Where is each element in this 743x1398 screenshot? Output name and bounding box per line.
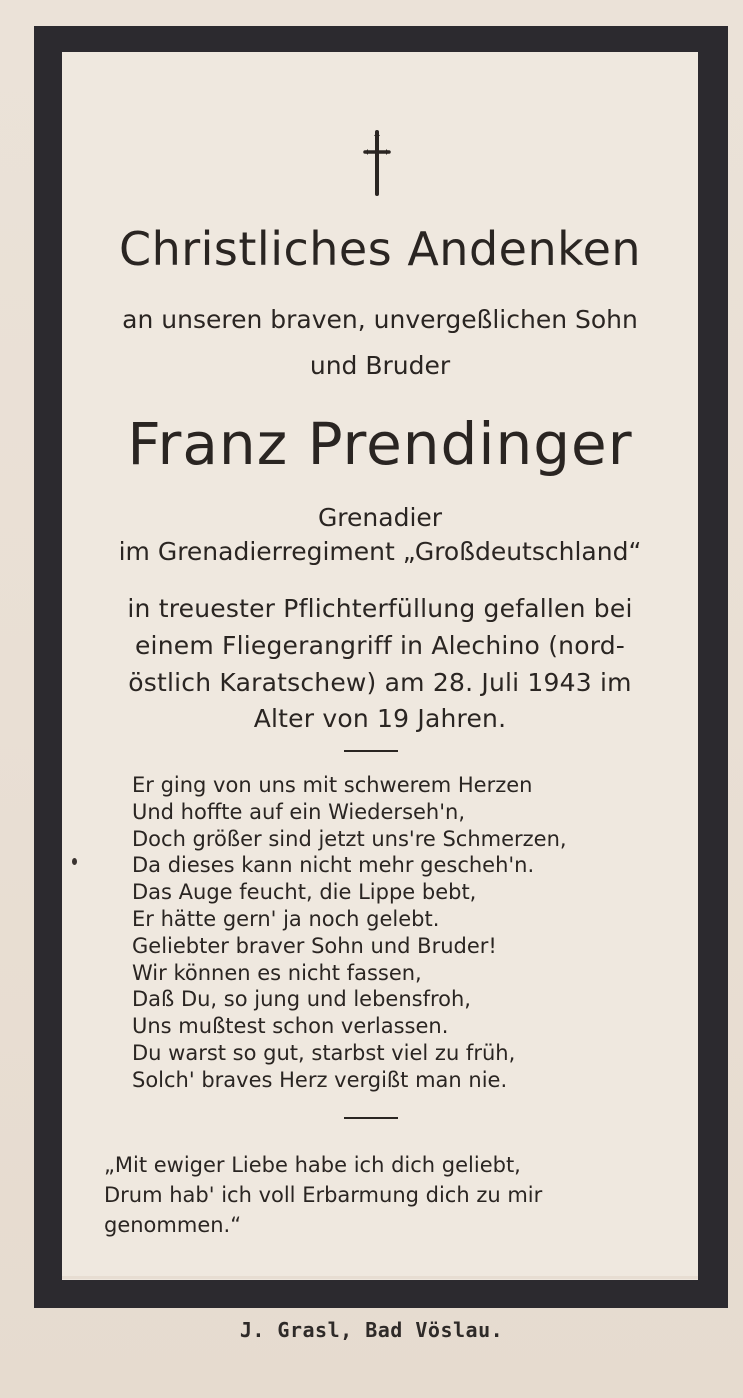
poem-line: Wir können es nicht fassen,	[132, 960, 422, 985]
dedication-line-1: an unseren braven, unvergeßlichen Sohn	[122, 305, 638, 334]
ink-speck	[72, 858, 77, 865]
deceased-name: Franz Prendinger	[127, 410, 633, 478]
regiment: im Grenadierregiment „Großdeutschland“	[118, 537, 642, 566]
dedication-line-2: und Bruder	[309, 351, 451, 380]
military-rank: Grenadier	[317, 503, 443, 532]
poem-line: Und hoffte auf ein Wiederseh'n,	[132, 799, 465, 824]
quote-line: „Mit ewiger Liebe habe ich dich geliebt,	[104, 1153, 521, 1177]
poem-line: Solch' braves Herz vergißt man nie.	[132, 1067, 508, 1092]
death-text-line: einem Fliegerangriff in Alechino (nord-	[134, 631, 626, 660]
divider	[344, 750, 398, 752]
card-title: Christliches Andenken	[118, 222, 642, 276]
printer-imprint: J. Grasl, Bad Vöslau.	[239, 1318, 504, 1342]
divider	[344, 1117, 398, 1119]
border-inner-line	[62, 1276, 698, 1279]
poem-line: Da dieses kann nicht mehr gescheh'n.	[132, 853, 535, 878]
poem-line: Du warst so gut, starbst viel zu früh,	[132, 1040, 516, 1065]
poem-line: Er ging von uns mit schwerem Herzen	[132, 773, 533, 797]
death-text-line: in treuester Pflichterfüllung gefallen bei	[127, 594, 633, 623]
death-text-line: Alter von 19 Jahren.	[253, 704, 507, 733]
poem-line: Daß Du, so jung und lebensfroh,	[132, 987, 471, 1012]
death-text-line: östlich Karatschew) am 28. Juli 1943 im	[128, 668, 632, 697]
poem-line: Das Auge feucht, die Lippe bebt,	[132, 880, 477, 905]
poem-line: Geliebter braver Sohn und Bruder!	[132, 933, 497, 958]
poem-line: Uns mußtest schon verlassen.	[132, 1014, 449, 1039]
bible-quote	[104, 1150, 542, 1240]
quote-line: Drum hab' ich voll Erbarmung dich zu mir	[104, 1183, 543, 1207]
poem-line: Er hätte gern' ja noch gelebt.	[132, 906, 440, 931]
quote-line: genommen.“	[104, 1213, 242, 1237]
poem	[132, 772, 567, 1094]
cross-icon	[352, 128, 402, 198]
poem-line: Doch größer sind jetzt uns're Schmerzen,	[132, 826, 567, 851]
